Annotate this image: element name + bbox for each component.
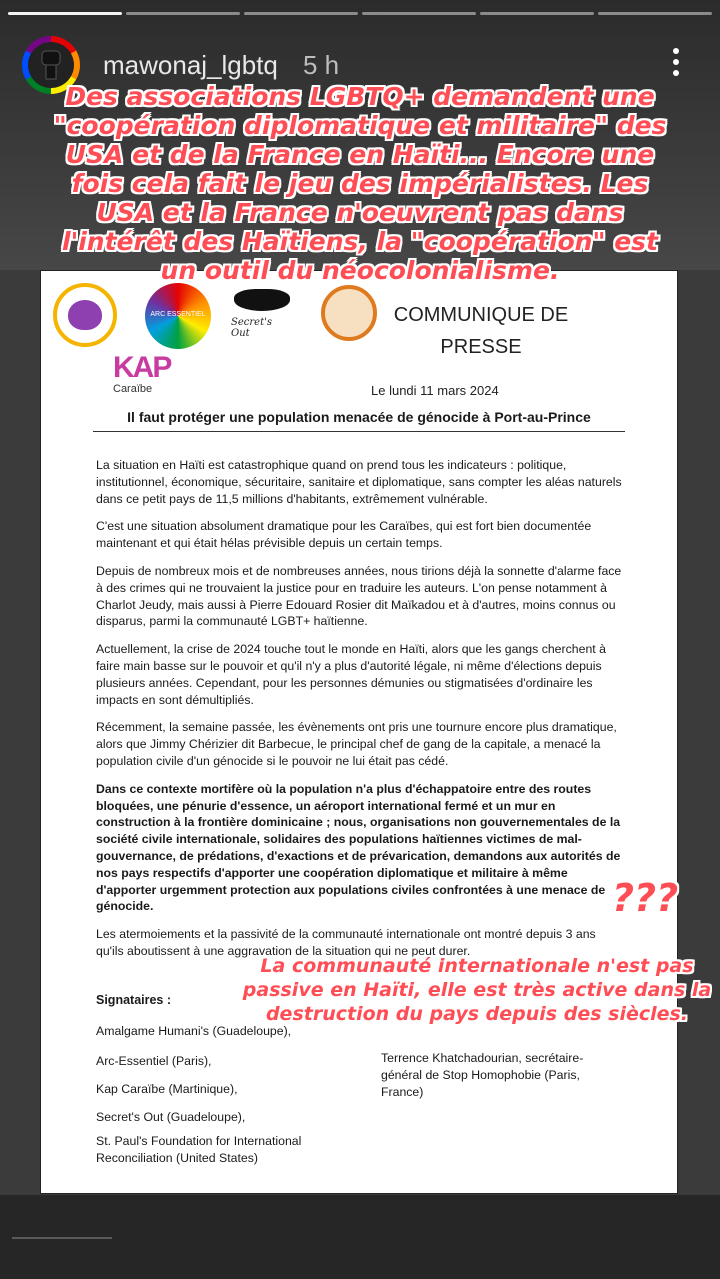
headline: Il faut protéger une population menacée de génocide à Port-au-Prince [93,409,625,432]
progress-segment [362,12,476,15]
progress-segment [598,12,712,15]
paragraph: Depuis de nombreux mois et de nombreuses années, nous tirions déjà la sonnette d'alarme face à des crimes qui ne trouvaient la justice pour en traduire les auteurs. L'on pense notamment à Charlot Jeudy, mais aussi à Pierre Edouard Rosier dit Maïkadou et à d'autres, moins connus ou disparus, parmi la communauté LGBT+ haïtienne. [96,563,622,629]
logo-text: ARC ESSENTIEL [150,311,206,318]
story-caption-bottom: La communauté internationale n'est pas passive en Haïti, elle est très active dans la destruction du pays depuis des siècles. [242,955,712,1025]
signatory: Secret's Out (Guadeloupe), [96,1110,246,1124]
signatory-right: Terrence Khatchadourian, secrétaire-général de Stop Homophobie (Paris, France) [381,1051,584,1099]
story-caption-top: Des associations LGBTQ+ demandent une "coopération diplomatique et militaire" des USA et de la France en Haïti... Encore une fois cela fait le jeu des impérialistes. Les USA et la France n'oeuvrent pas dans l'intérêt des Haïtiens, la "coopération" est un outil du néocolonialisme. [53,82,667,285]
signatory: Arc-Essentiel (Paris), [96,1054,212,1068]
signatory: Kap Caraïbe (Martinique), [96,1082,238,1096]
press-release-title: COMMUNIQUE DE PRESSE [393,304,569,358]
progress-segment [244,12,358,15]
paragraph: Récemment, la semaine passée, les évènements ont pris une tournure encore plus dramatique, alors que Jimmy Chérizier dit Barbecue, le principal chef de gang de la capitale, a menacé la population civile d'un génocide si le pouvoir ne lui était pas cédé. [96,720,617,768]
signatory: St. Paul's Foundation for International Reconciliation (United States) [96,1134,302,1165]
kap-caraibe-logo: KAP Caraïbe [113,351,171,395]
st-pauls-foundation-logo [321,285,377,341]
document-body [96,457,626,971]
mask-icon [234,289,290,311]
story-progress-bar [8,12,712,15]
paragraph: C'est une situation absolument dramatique pour les Caraïbes, qui est fort bien documentée maintenant et qui était hélas prévisible depuis un certain temps. [96,519,592,551]
logo-text: Secret's Out [231,317,272,339]
more-options-icon[interactable] [666,44,686,80]
home-indicator [12,1237,112,1239]
paragraph: La situation en Haïti est catastrophique quand on prend tous les indicateurs : politique, institutionnel, économique, sécuritaire, sanitaire et diplomatique, sans compter les aléas naturels dans ce petit pays de 11,5 millions d'habitants, extrêmement vulnérable. [96,458,622,506]
progress-segment [480,12,594,15]
paragraph: Les atermoiements et la passivité de la communauté internationale ont montré depuis 3 ans qu'ils aboutissent à une aggravation de la situation qui ne peut durer. [96,927,596,958]
amalgame-humanis-logo [53,283,117,347]
arc-essentiel-logo [145,283,211,349]
progress-segment [8,12,122,15]
paragraph: Actuellement, la crise de 2024 touche tout le monde en Haïti, alors que les gangs cherchent à faire main basse sur le pouvoir et qu'il n'y a plus d'autorité légale, ni même d'élections depuis plusieurs années. Cependant, pour les personnes démunies ou stigmatisées d'ordinaire les impacts en sont démultipliés. [96,642,606,707]
secrets-out-logo [231,281,293,343]
press-release-document [40,270,678,1194]
release-date: Le lundi 11 mars 2024 [371,383,499,398]
progress-segment [126,12,240,15]
post-time: 5 h [303,50,340,80]
paragraph-bold: Dans ce contexte mortifère où la population n'a plus d'échappatoire entre des routes bloquées, une pénurie d'essence, un aéroport international fermé et un mur en construction à la frontière dominicaine ; nous, organisations non gouvernementales de la société civile internationale, solidaires des populations haïtiennes victimes de mal-gouvernance, de prédations, d'exactions et de prévarication, demandons aux autorités de nos pays respectifs d'apporter une coopération diplomatique et militaire à même d'apporter urgemment protection aux populations civiles confrontées à une menace de génocide. [96,781,621,914]
signatory: Amalgame Humani's (Guadeloupe), [96,1024,292,1038]
signatories-title: Signataires : [96,993,172,1007]
question-marks: ??? [612,876,679,920]
username[interactable]: mawonaj_lgbtq [103,50,278,80]
